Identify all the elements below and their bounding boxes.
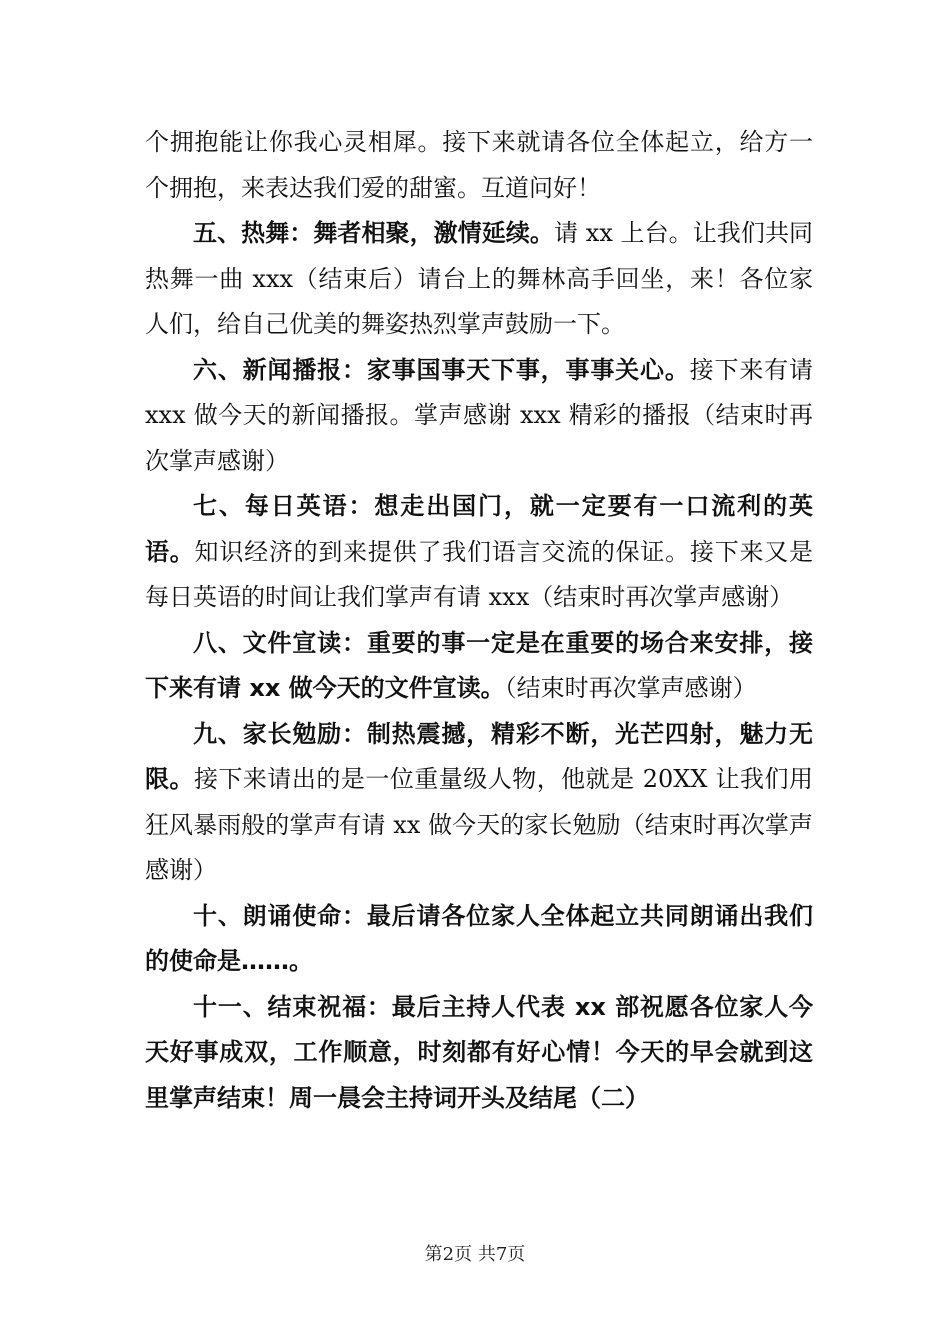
paragraph-document-reading xyxy=(145,621,813,712)
paragraph-news-text: 接下来有请 xxx 做今天的新闻播报。掌声感谢 xxx 精彩的播报（结束时再次掌声感谢） xyxy=(145,355,814,475)
paragraph-dance xyxy=(145,211,813,348)
paragraph-dance-text: 请 xx 上台。让我们共同热舞一曲 xxx（结束后）请台上的舞林高手回坐，来！各位家人们，给自己优美的舞姿热烈掌声鼓励一下。 xyxy=(145,219,814,338)
paragraph-closing-blessing xyxy=(145,985,813,1122)
paragraph-mission-recital-lead: 十、朗诵使命：最后请各位家人全体起立共同朗诵出我们的使命是……。 xyxy=(145,901,813,975)
paragraph-news-lead: 六、新闻播报：家事国事天下事，事事关心。 xyxy=(193,355,690,384)
paragraph-mission-recital xyxy=(145,894,813,985)
paragraph-english xyxy=(145,484,813,621)
paragraph-parent-encouragement xyxy=(145,712,813,894)
paragraph-english-lead: 七、每日英语：想走出国门，就一定要有一口流利的英语。 xyxy=(145,492,813,566)
paragraph-1 xyxy=(145,120,813,211)
paragraph-document-reading-text: （结束时再次掌声感谢） xyxy=(504,674,757,702)
paragraph-dance-lead: 五、热舞：舞者相聚，激情延续。 xyxy=(193,219,555,247)
paragraph-news xyxy=(145,348,813,485)
document-body xyxy=(145,120,813,1121)
paragraph-english-text: 知识经济的到来提供了我们语言交流的保证。接下来又是每日英语的时间让我们掌声有请 xxx（结束时再次掌声感谢） xyxy=(145,537,814,611)
paragraph-closing-blessing-lead: 十一、结束祝福：最后主持人代表 xx 部祝愿各位家人今天好事成双，工作顺意，时刻都有好心情！今天的早会就到这里掌声结束！周一晨会主持词开头及结尾（二） xyxy=(145,992,813,1112)
paragraph-parent-encouragement-lead: 九、家长勉励：制热震撼，精彩不断，光芒四射，魅力无限。 xyxy=(145,719,813,793)
paragraph-parent-encouragement-text: 接下来请出的是一位重量级人物，他就是 20XX 让我们用狂风暴雨般的掌声有请 xx 做今天的家长勉励（结束时再次掌声感谢） xyxy=(145,765,814,884)
paragraph-document-reading-lead: 八、文件宣读：重要的事一定是在重要的场合来安排，接下来有请 xx 做今天的文件宣读。 xyxy=(145,628,813,702)
paragraph-1-text: 个拥抱能让你我心灵相犀。接下来就请各位全体起立，给方一个拥抱，来表达我们爱的甜蜜。互道问好！ xyxy=(145,128,813,202)
page-number-footer: 第2页 共7页 xyxy=(424,1244,526,1265)
